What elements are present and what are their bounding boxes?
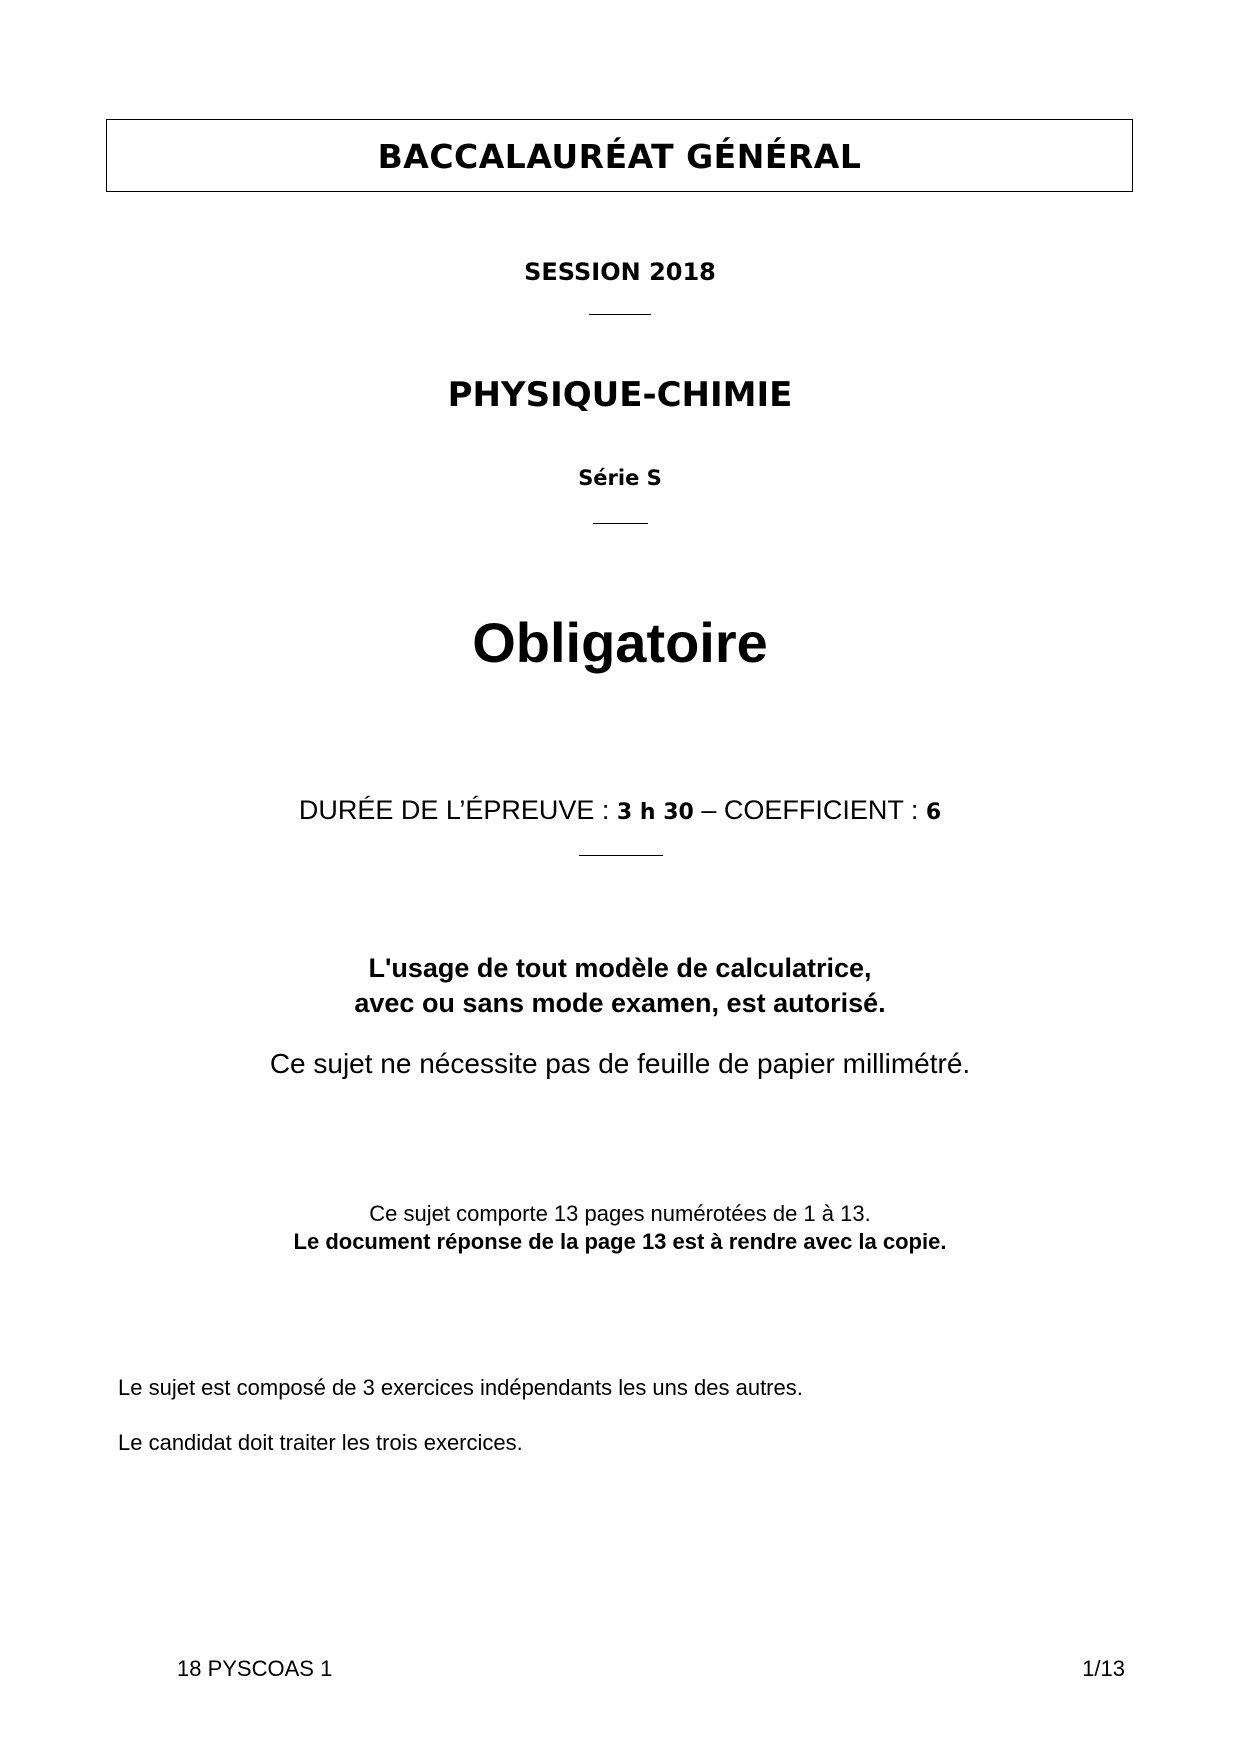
pages-count-line: Ce sujet comporte 13 pages numérotées de 1 à 13. (369, 1201, 871, 1226)
session-label: SESSION 2018 (524, 258, 716, 286)
answer-document-line: Le document réponse de la page 13 est à rendre avec la copie. (293, 1229, 947, 1254)
instruction-paragraph: Le sujet est composé de 3 exercices indépendants les uns des autres. (118, 1375, 803, 1400)
pages-info (0, 1200, 1240, 1256)
coefficient-label: – COEFFICIENT : (693, 795, 926, 825)
paper-note: Ce sujet ne nécessite pas de feuille de papier millimétré. (269, 1048, 971, 1079)
serie-label: Série S (578, 466, 662, 490)
option-title: Obligatoire (472, 611, 768, 674)
instruction-paragraph: Le candidat doit traiter les trois exercices. (118, 1430, 523, 1455)
exam-title: BACCALAURÉAT GÉNÉRAL (377, 137, 862, 176)
calculator-line-2: avec ou sans mode examen, est autorisé. (354, 988, 886, 1018)
subject-title: PHYSIQUE-CHIMIE (447, 375, 793, 415)
divider-rule (589, 314, 651, 315)
duration-label: DURÉE DE L’ÉPREUVE : (298, 795, 617, 825)
coefficient-value: 6 (925, 800, 942, 825)
calculator-line-1: L'usage de tout modèle de calculatrice, (368, 953, 872, 983)
duration-hours: 3 h 30 (616, 800, 694, 825)
header-box (106, 119, 1133, 192)
calculator-notice (0, 951, 1240, 1021)
page-number: 1/13 (1082, 1656, 1125, 1681)
footer-code: 18 PYSCOAS 1 (177, 1656, 333, 1681)
divider-rule (579, 855, 663, 856)
duration-line (0, 795, 1240, 826)
divider-rule (593, 523, 648, 524)
